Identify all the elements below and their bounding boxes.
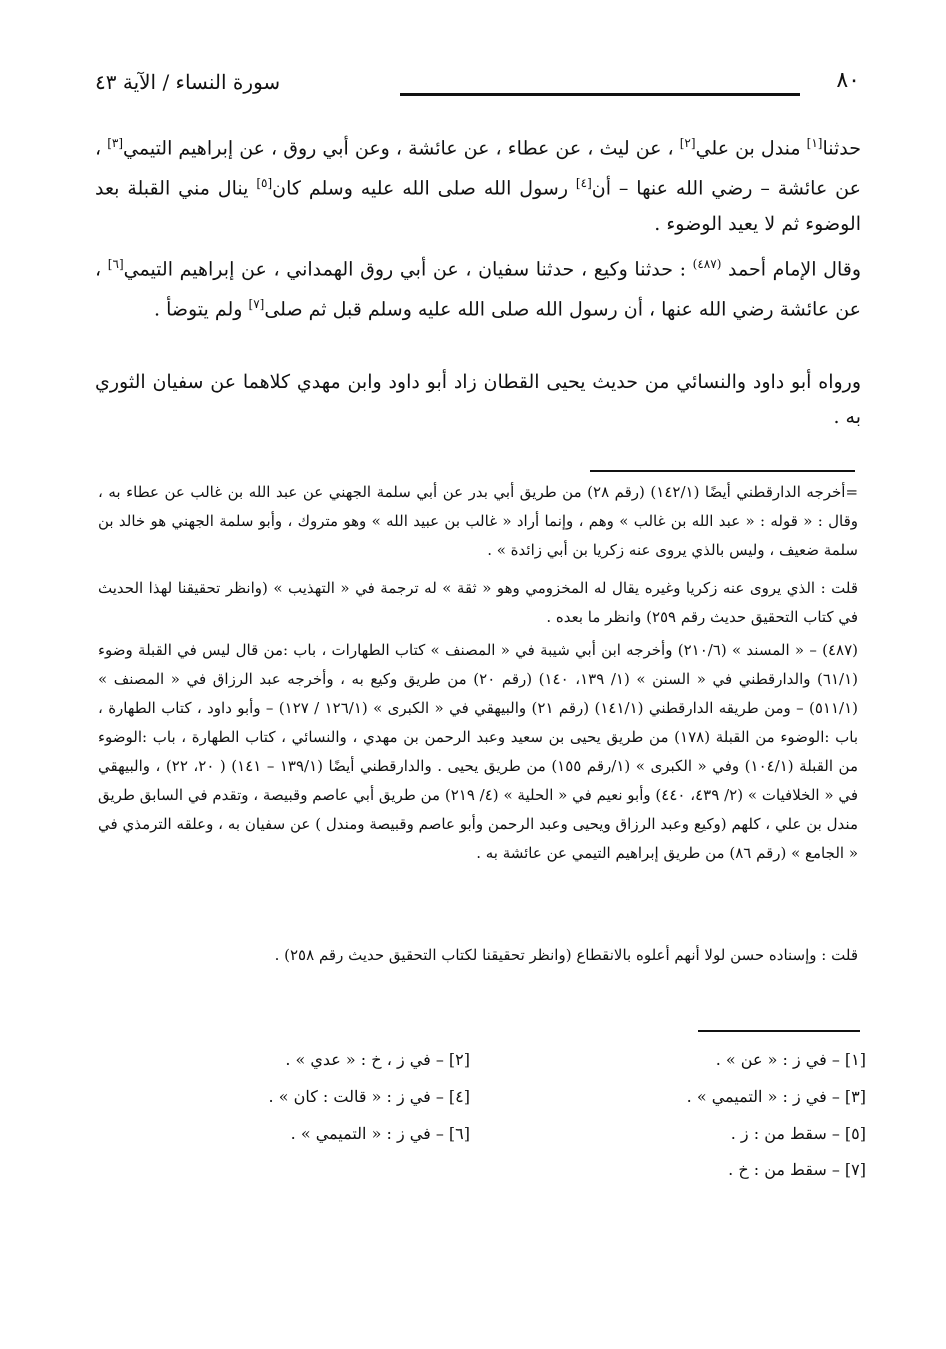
variants-separator bbox=[698, 1030, 860, 1032]
hadith-ref-number: (٤٨٧) bbox=[692, 257, 722, 271]
text-run: حدثنا bbox=[822, 137, 861, 160]
text-run: ، عن ليث ، عن عطاء ، عن عائشة ، وعن أبي روق ، عن إبراهيم التيمي bbox=[123, 137, 680, 160]
text-run: ، عن عائشة – رضي الله عنها – أن bbox=[95, 137, 861, 200]
header-rule bbox=[400, 93, 800, 96]
variant-note-5: [٥] – سقط من : ز . bbox=[730, 1124, 866, 1143]
text-run: رسول الله صلى الله عليه وسلم كان bbox=[272, 177, 576, 200]
note-marker: [٥] bbox=[256, 176, 273, 191]
footnote-continued: =أخرجه الدارقطني أيضًا (١٤٢/١) (رقم ٢٨) من طريق أبي بدر عن أبي سلمة الجهني عن عبد الله بن غالب عن عطاء به ، وقال : « قوله : « عبد الله بن غالب » وهم ، وإنما أراد « غالب بن عبيد الله » وهو متروك ، وأبو سلمة الجهني هو خالد بن سلمة ضعيف ، وليس بالذي يروى عنه زكريا بن أبي زائدة » . bbox=[98, 483, 859, 559]
footnote-comment-2: قلت : وإسناده حسن لولا أنهم أعلوه بالانقطاع (وانظر تحقيقنا لكتاب التحقيق حديث رقم ٢٥٨) . bbox=[274, 946, 858, 964]
footnote-comment: قلت : الذي يروى عنه زكريا وغيره يقال له المخزومي وهو « ثقة » له ترجمة في « التهذيب » (وانظر تحقيقنا لهذا الحديث في كتاب التحقيق حديث رقم ٢٥٩) وانظر ما بعده . bbox=[98, 579, 858, 626]
variant-note-2: [٢] – في ز ، خ : « عدي » . bbox=[285, 1050, 470, 1069]
footnote-separator bbox=[590, 470, 855, 472]
main-paragraph-1 bbox=[95, 126, 861, 242]
note-marker: [٣] bbox=[107, 136, 124, 150]
text-run: مندل بن علي bbox=[695, 137, 807, 160]
note-marker: [٦] bbox=[107, 257, 124, 271]
variant-note-7: [٧] – سقط من : خ . bbox=[728, 1160, 866, 1179]
text-run: ينال مني القبلة بعد الوضوء ثم لا يعيد الوضوء . bbox=[95, 177, 861, 235]
note-marker: [٢] bbox=[679, 136, 696, 150]
text-run: ، عن عائشة رضي الله عنها ، أن رسول الله صلى الله عليه وسلم قبل ثم صلى bbox=[95, 258, 861, 321]
variant-note-3: [٣] – في ز : « التميمي » . bbox=[686, 1087, 866, 1106]
note-marker: [٤] bbox=[575, 176, 592, 191]
page-number: ٨٠ bbox=[836, 68, 860, 93]
text-run: وقال الإمام أحمد bbox=[721, 258, 862, 281]
footnote-487: (٤٨٧) – « المسند » (٢١٠/٦) وأخرجه ابن أبي شيبة في « المصنف » كتاب الطهارات ، باب :من قال ليس في القبلة وضوء (٦١/١) والدارقطني في « السنن » (١/ ١٣٩، ١٤٠) (رقم ٢٠) من طريق وكيع به ، وأخرجه عبد الرزاق في « المصنف » (٥١١/١) – ومن طريقه الدارقطني (١٤١/١) (رقم ٢١) والبيهقي في « الكبرى » (١٢٦/١ / ١٢٧) – وأبو داود ، كتاب الطهارة ، باب :الوضوء من القبلة (١٧٨) من طريق يحيى بن سعيد وعبد الرحمن بن مهدي ، والنسائي ، كتاب الطهارة ، باب :الوضوء من القبلة (١٠٤/١) وفي « الكبرى » (١/رقم ١٥٥) من طريق يحيى . والدارقطني أيضًا (١٣٩/١ – ١٤١) ( ٢٠، ٢٢) ، والبيهقي في « الخلافيات » (٢/ ٤٣٩، ٤٤٠) وأبو نعيم في « الحلية » (٤/ ٢١٩) من طريق أبي عاصم وقبيصة ، وتقدم في السابق طريق مندل بن علي ، كلهم (وكيع وعبد الرزاق ويحيى وعبد الرحمن وأبو عاصم وقبيصة ومندل ) عن سفيان به ، وعلقه الترمذي في « الجامع » (رقم ٨٦) من طريق إبراهيم التيمي عن عائشة به . bbox=[98, 641, 859, 862]
running-header-title: سورة النساء / الآية ٤٣ bbox=[95, 70, 281, 94]
variant-note-4: [٤] – في ز : « قالت : كان » . bbox=[268, 1087, 470, 1106]
main-paragraph-3: ورواه أبو داود والنسائي من حديث يحيى القطان زاد أبو داود وابن مهدي كلاهما عن سفيان الثوري به . bbox=[95, 371, 861, 428]
text-run: : حدثنا وكيع ، حدثنا سفيان ، عن أبي روق الهمداني ، عن إبراهيم التيمي bbox=[123, 258, 693, 281]
variant-note-6: [٦] – في ز : « التميمي » . bbox=[290, 1124, 470, 1143]
main-paragraph-2 bbox=[95, 247, 861, 328]
note-marker: [٧] bbox=[248, 297, 265, 312]
text-run: ولم يتوضأ . bbox=[153, 298, 249, 321]
note-marker: [١] bbox=[806, 136, 823, 150]
variant-note-1: [١] – في ز : « عن » . bbox=[715, 1050, 866, 1069]
